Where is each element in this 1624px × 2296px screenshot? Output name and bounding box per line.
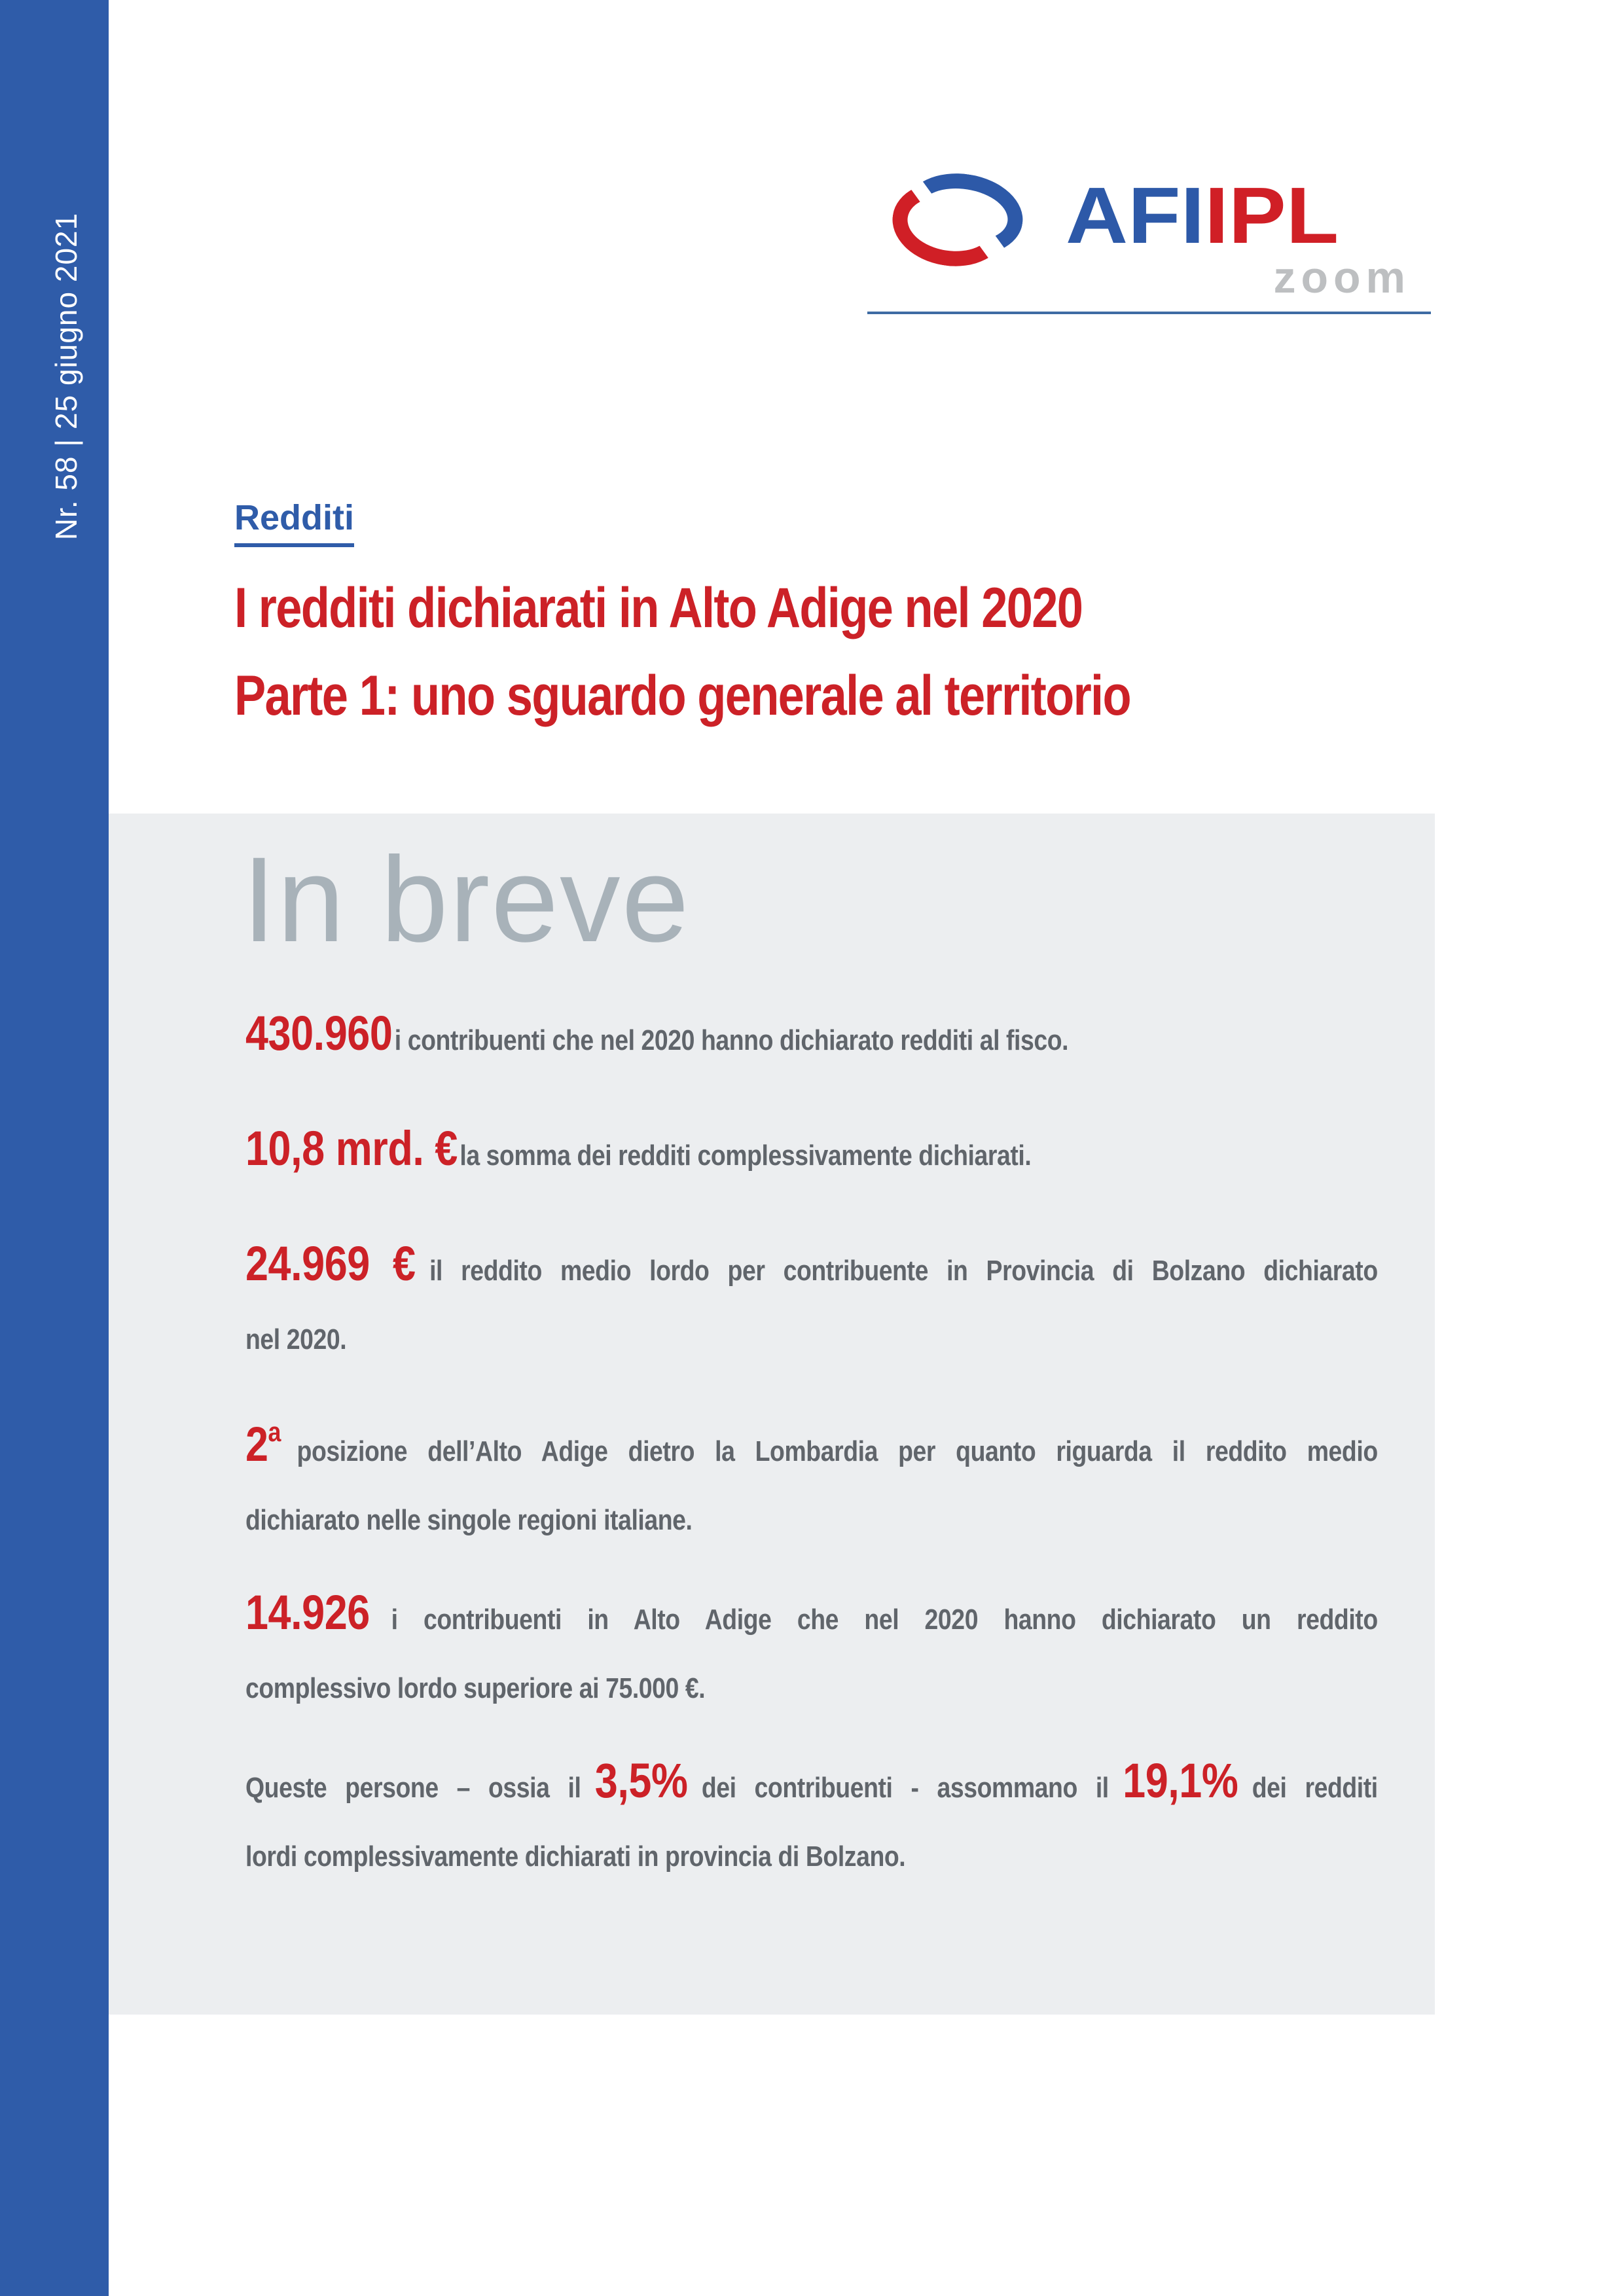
page-title xyxy=(234,564,1130,740)
swirl-logo-icon xyxy=(892,174,1023,266)
summary-text: i contribuenti che nel 2020 hanno dichiarato redditi al fisco. xyxy=(394,1024,1069,1056)
summary-line xyxy=(245,1657,1378,1726)
in-breve-paragraphs xyxy=(245,1002,1378,1918)
summary-paragraph xyxy=(245,1581,1378,1726)
page-title-line1: I redditi dichiarati in Alto Adige nel 2020 xyxy=(234,577,1083,639)
highlight-figure: 2 xyxy=(245,1417,268,1471)
summary-line xyxy=(245,1749,1378,1825)
summary-line xyxy=(245,1117,1378,1193)
kicker-heading: Redditi xyxy=(234,497,354,547)
issue-sidebar xyxy=(0,0,109,2296)
logo-wordmark xyxy=(1066,171,1339,260)
summary-text: complessivo lordo superiore ai 75.000 €. xyxy=(245,1672,706,1704)
in-breve-heading: In breve xyxy=(242,833,691,967)
summary-text: lordi complessivamente dichiarati in provincia di Bolzano. xyxy=(245,1840,906,1873)
summary-line xyxy=(245,1489,1378,1558)
highlight-figure: 3,5% xyxy=(594,1753,688,1808)
issue-label: Nr. 58 | 25 giugno 2021 xyxy=(49,212,83,541)
highlight-figure: a xyxy=(268,1416,281,1447)
page-title-line2: Parte 1: uno sguardo generale al territorio xyxy=(234,664,1130,727)
summary-paragraph xyxy=(245,1401,1378,1558)
logo-ipl-text: IPL xyxy=(1204,171,1339,260)
summary-text: il reddito medio lordo per contribuente in Provincia di Bolzano dichiarato xyxy=(429,1255,1378,1287)
highlight-figure: 10,8 mrd. € xyxy=(245,1121,458,1175)
summary-text: nel 2020. xyxy=(245,1323,347,1355)
header-divider xyxy=(867,312,1431,314)
summary-text: i contribuenti in Alto Adige che nel 2020 hanno dichiarato un reddito xyxy=(391,1604,1378,1636)
summary-text: posizione dell’Alto Adige dietro la Lombardia per quanto riguarda il reddito medio xyxy=(297,1435,1378,1467)
summary-line xyxy=(245,1232,1378,1308)
summary-paragraph xyxy=(245,1232,1378,1377)
highlight-figure: 24.969 € xyxy=(245,1236,416,1291)
logo-zoom-text: zoom xyxy=(1273,253,1411,302)
summary-line xyxy=(245,1401,1378,1489)
summary-line xyxy=(245,1825,1378,1894)
logo-afi-text: AFI xyxy=(1066,171,1205,260)
in-breve-box xyxy=(109,814,1435,2015)
summary-line xyxy=(245,1002,1378,1078)
summary-paragraph xyxy=(245,1117,1378,1193)
summary-text: la somma dei redditi complessivamente dichiarati. xyxy=(460,1139,1032,1172)
highlight-figure: 14.926 xyxy=(245,1585,370,1640)
summary-text: dei contribuenti - assommano il xyxy=(701,1772,1109,1804)
summary-paragraph xyxy=(245,1749,1378,1894)
summary-line xyxy=(245,1308,1378,1377)
summary-text: Queste persone – ossia il xyxy=(245,1772,581,1804)
highlight-figure: 430.960 xyxy=(245,1006,393,1060)
summary-text: dichiarato nelle singole regioni italiane. xyxy=(245,1504,693,1536)
highlight-figure: 19,1% xyxy=(1123,1753,1238,1808)
summary-text: dei redditi xyxy=(1252,1772,1378,1804)
summary-line xyxy=(245,1581,1378,1657)
summary-paragraph xyxy=(245,1002,1378,1078)
